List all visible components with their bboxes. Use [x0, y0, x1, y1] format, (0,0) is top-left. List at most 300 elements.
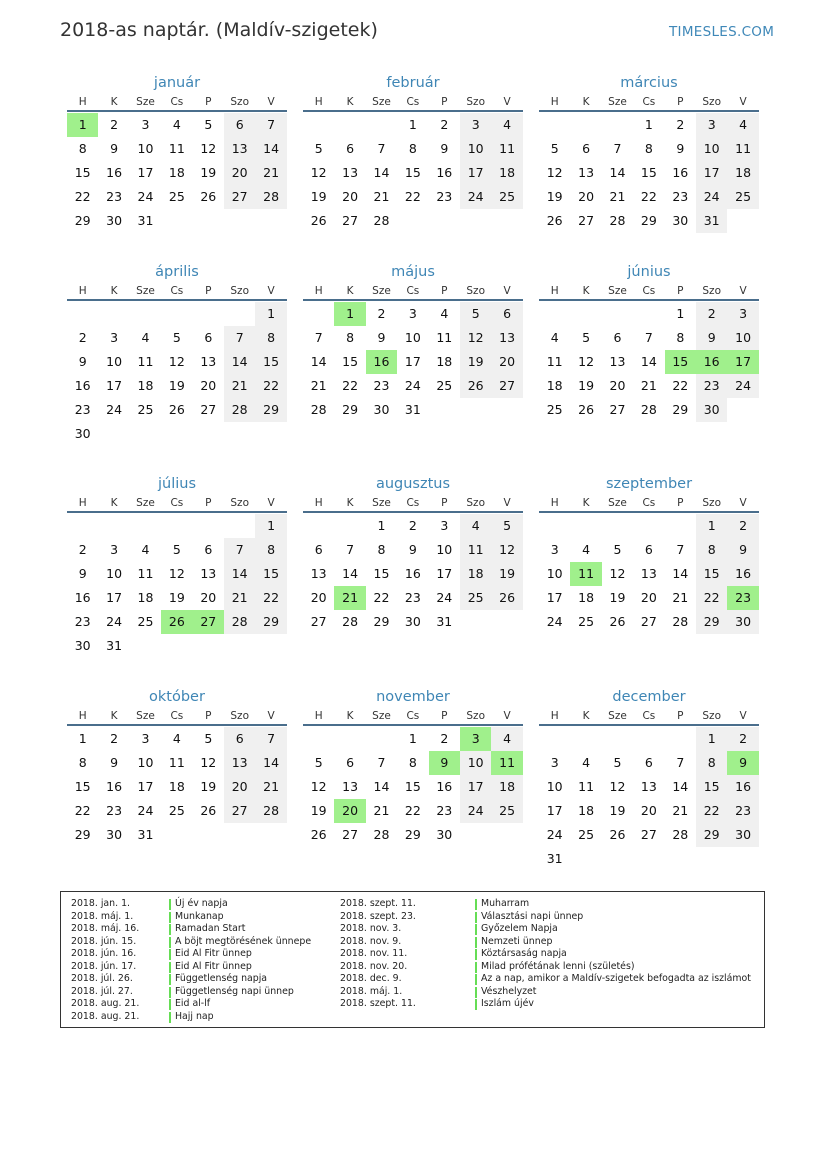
day-cell: 11	[168, 755, 185, 770]
day-cell: 20	[491, 350, 522, 374]
day-cell: 19	[200, 165, 217, 180]
weekday-label: H	[550, 497, 559, 509]
weekday-header	[303, 708, 523, 726]
day-cell: 8	[346, 330, 355, 345]
day-cell: 15	[74, 779, 91, 794]
weekday-label: Cs	[642, 96, 656, 108]
day-cell: 24	[404, 378, 421, 393]
legend-holiday-name: Választási napi ünnep	[481, 910, 584, 922]
day-cell: 11	[168, 141, 185, 156]
day-cell: 30	[74, 426, 91, 441]
day-cell: 28	[373, 827, 390, 842]
day-cell: 17	[436, 566, 453, 581]
day-cell: 2	[377, 306, 386, 321]
weekday-label: P	[441, 497, 448, 509]
day-cell: 29	[255, 398, 286, 422]
weekday-header	[67, 94, 287, 112]
day-cell: 22	[74, 189, 91, 204]
day-cell: 17	[546, 590, 563, 605]
day-cell: 9	[696, 326, 727, 350]
holiday-day-cell: 3	[460, 727, 491, 751]
day-cell: 28	[310, 402, 327, 417]
month-november	[303, 687, 523, 872]
day-cell: 9	[408, 542, 417, 557]
day-cell: 30	[436, 827, 453, 842]
weekday-label: V	[267, 710, 275, 722]
day-cell: 29	[255, 610, 286, 634]
day-cell: 12	[578, 354, 595, 369]
weekday-label: K	[346, 96, 354, 108]
legend-date: 2018. nov. 3.	[340, 923, 402, 934]
legend-color-marker	[169, 974, 171, 985]
weekday-label: P	[677, 285, 684, 297]
day-cell: 20	[640, 803, 657, 818]
day-cell: 20	[342, 189, 359, 204]
legend-color-marker	[169, 962, 171, 973]
month-name: augusztus	[375, 476, 451, 492]
weekday-header	[539, 94, 759, 112]
month-január	[67, 73, 287, 258]
day-cell: 1	[255, 514, 286, 538]
day-cell: 1	[377, 518, 386, 533]
month-szeptember	[539, 474, 759, 659]
month-name: június	[627, 264, 671, 280]
day-cell: 19	[168, 590, 185, 605]
weekday-label: H	[550, 710, 559, 722]
day-cell: 21	[310, 378, 327, 393]
legend-color-marker	[475, 962, 477, 973]
day-cell: 21	[224, 586, 255, 610]
day-cell: 14	[640, 354, 657, 369]
day-cell: 30	[727, 823, 758, 847]
day-cell: 28	[640, 402, 657, 417]
day-cell: 9	[377, 330, 386, 345]
day-cell: 15	[255, 562, 286, 586]
day-cell: 6	[644, 542, 653, 557]
legend-date: 2018. szept. 11.	[340, 898, 416, 909]
day-cell: 18	[578, 803, 595, 818]
day-cell: 29	[640, 213, 657, 228]
legend-color-marker	[475, 937, 477, 948]
day-cell: 4	[172, 731, 181, 746]
legend-date: 2018. dec. 9.	[340, 973, 402, 984]
day-cell: 12	[609, 779, 626, 794]
day-cell: 19	[168, 378, 185, 393]
legend-holiday-name: Iszlám újév	[481, 998, 534, 1009]
day-cell: 16	[672, 165, 689, 180]
day-cell: 25	[546, 402, 563, 417]
day-cell: 14	[373, 165, 390, 180]
legend-date: 2018. jún. 16.	[71, 948, 137, 959]
day-cell: 1	[644, 117, 653, 132]
day-cell: 5	[613, 755, 622, 770]
day-cell: 23	[672, 189, 689, 204]
day-cell: 26	[609, 827, 626, 842]
month-name: december	[612, 689, 686, 705]
legend-holiday-name: Munkanap	[175, 910, 224, 922]
weekday-label: Sze	[608, 710, 627, 722]
day-cell: 28	[373, 213, 390, 228]
day-cell: 24	[106, 614, 123, 629]
weekday-label: Cs	[642, 497, 656, 509]
weekday-label: Sze	[608, 285, 627, 297]
day-cell: 22	[696, 799, 727, 823]
day-cell: 19	[460, 350, 491, 374]
day-cell: 16	[106, 165, 123, 180]
legend-date: 2018. aug. 21.	[71, 998, 140, 1009]
day-cell: 13	[640, 779, 657, 794]
weekday-label: H	[550, 96, 559, 108]
day-cell: 9	[676, 141, 685, 156]
day-cell: 8	[408, 141, 417, 156]
day-cell: 7	[255, 113, 286, 137]
day-cell: 15	[373, 566, 390, 581]
day-cell: 10	[106, 354, 123, 369]
day-cell: 23	[436, 189, 453, 204]
day-cell: 2	[440, 117, 449, 132]
weekday-label: V	[503, 497, 511, 509]
day-cell: 24	[460, 799, 491, 823]
legend-date: 2018. máj. 1.	[340, 985, 403, 997]
month-name: március	[620, 75, 678, 91]
day-cell: 2	[676, 117, 685, 132]
day-cell: 13	[640, 566, 657, 581]
day-cell: 26	[609, 614, 626, 629]
day-cell: 6	[314, 542, 323, 557]
day-cell: 5	[582, 330, 591, 345]
day-cell: 3	[550, 542, 559, 557]
day-cell: 28	[224, 398, 255, 422]
day-cell: 12	[310, 165, 327, 180]
day-cell: 20	[200, 378, 217, 393]
brand-logo[interactable]: TIMESLES.COM	[669, 24, 775, 40]
day-cell: 8	[696, 538, 727, 562]
day-cell: 29	[74, 213, 91, 228]
day-cell: 9	[727, 538, 758, 562]
day-cell: 3	[110, 542, 119, 557]
weekday-label: Cs	[170, 497, 184, 509]
day-cell: 21	[224, 374, 255, 398]
day-cell: 19	[578, 378, 595, 393]
day-cell: 8	[255, 538, 286, 562]
day-cell: 22	[640, 189, 657, 204]
day-cell: 18	[491, 775, 522, 799]
weekday-header	[539, 495, 759, 513]
day-cell: 22	[672, 378, 689, 393]
day-cell: 30	[106, 827, 123, 842]
day-cell: 16	[436, 165, 453, 180]
weekday-label: K	[110, 96, 118, 108]
holiday-day-cell: 11	[491, 751, 522, 775]
weekday-label: K	[582, 497, 590, 509]
day-cell: 17	[696, 161, 727, 185]
day-cell: 6	[613, 330, 622, 345]
weekday-header	[67, 283, 287, 301]
day-cell: 2	[440, 731, 449, 746]
day-cell: 18	[168, 165, 185, 180]
day-cell: 20	[609, 378, 626, 393]
day-cell: 24	[460, 185, 491, 209]
legend-color-marker	[169, 937, 171, 948]
day-cell: 6	[582, 141, 591, 156]
day-cell: 11	[578, 779, 595, 794]
day-cell: 21	[609, 189, 626, 204]
day-cell: 30	[106, 213, 123, 228]
day-cell: 7	[676, 755, 685, 770]
day-cell: 1	[696, 514, 727, 538]
legend-holiday-name: Milad prófétának lenni (születés)	[481, 960, 635, 972]
weekday-label: V	[503, 710, 511, 722]
day-cell: 3	[727, 302, 758, 326]
weekday-label: P	[205, 710, 212, 722]
weekday-label: Szo	[230, 96, 249, 108]
day-cell: 18	[491, 161, 522, 185]
weekday-label: Cs	[170, 285, 184, 297]
legend-holiday-name: Függetlenség napi ünnep	[175, 985, 294, 997]
legend-color-marker	[169, 949, 171, 960]
weekday-label: P	[205, 96, 212, 108]
weekday-label: Szo	[230, 497, 249, 509]
day-cell: 14	[672, 779, 689, 794]
legend-holiday-name: Új év napja	[175, 898, 228, 909]
day-cell: 2	[727, 514, 758, 538]
day-cell: 13	[200, 354, 217, 369]
day-cell: 17	[460, 161, 491, 185]
day-cell: 25	[168, 803, 185, 818]
holiday-day-cell: 20	[334, 799, 365, 823]
day-cell: 5	[613, 542, 622, 557]
page-title: 2018-as naptár. (Maldív-szigetek)	[60, 19, 378, 41]
day-cell: 3	[550, 755, 559, 770]
weekday-label: Sze	[136, 96, 155, 108]
day-cell: 30	[696, 398, 727, 422]
day-cell: 25	[578, 614, 595, 629]
day-cell: 21	[672, 803, 689, 818]
day-cell: 12	[491, 538, 522, 562]
day-cell: 27	[200, 402, 217, 417]
day-cell: 30	[373, 402, 390, 417]
day-cell: 19	[609, 803, 626, 818]
day-cell: 10	[436, 542, 453, 557]
day-cell: 17	[106, 378, 123, 393]
month-name: február	[386, 75, 440, 91]
weekday-label: P	[677, 497, 684, 509]
weekday-label: Sze	[136, 710, 155, 722]
day-cell: 23	[74, 402, 91, 417]
holiday-day-cell: 9	[429, 751, 460, 775]
legend-date: 2018. máj. 1.	[71, 910, 134, 922]
weekday-label: P	[441, 96, 448, 108]
month-name: május	[391, 264, 435, 280]
day-cell: 14	[255, 137, 286, 161]
day-cell: 26	[168, 402, 185, 417]
day-cell: 13	[578, 165, 595, 180]
legend-color-marker	[475, 987, 477, 998]
day-cell: 31	[546, 851, 563, 866]
day-cell: 1	[408, 117, 417, 132]
day-cell: 14	[672, 566, 689, 581]
legend-holiday-name: Eid Al Fitr ünnep	[175, 948, 252, 959]
day-cell: 22	[404, 803, 421, 818]
day-cell: 2	[78, 542, 87, 557]
weekday-label: V	[503, 285, 511, 297]
day-cell: 22	[255, 374, 286, 398]
day-cell: 4	[550, 330, 559, 345]
day-cell: 25	[137, 402, 154, 417]
weekday-label: H	[78, 96, 87, 108]
legend-holiday-name: Nemzeti ünnep	[481, 935, 553, 947]
day-cell: 17	[460, 775, 491, 799]
day-cell: 30	[672, 213, 689, 228]
holiday-day-cell: 17	[727, 350, 758, 374]
weekday-label: Szo	[702, 96, 721, 108]
day-cell: 29	[696, 823, 727, 847]
day-cell: 5	[172, 542, 181, 557]
day-cell: 30	[727, 610, 758, 634]
day-cell: 2	[696, 302, 727, 326]
weekday-label: Sze	[372, 497, 391, 509]
day-cell: 27	[578, 213, 595, 228]
weekday-label: Sze	[136, 285, 155, 297]
weekday-label: H	[314, 285, 323, 297]
day-cell: 9	[110, 755, 119, 770]
legend-holiday-name: Ramadan Start	[175, 923, 246, 934]
day-cell: 6	[224, 727, 255, 751]
weekday-label: Cs	[170, 96, 184, 108]
day-cell: 17	[404, 354, 421, 369]
day-cell: 26	[200, 189, 217, 204]
day-cell: 12	[546, 165, 563, 180]
day-cell: 25	[137, 614, 154, 629]
legend-color-marker	[169, 1012, 171, 1023]
day-cell: 10	[404, 330, 421, 345]
day-cell: 13	[200, 566, 217, 581]
day-cell: 15	[342, 354, 359, 369]
day-cell: 2	[408, 518, 417, 533]
month-name: április	[155, 264, 199, 280]
legend-color-marker	[169, 912, 171, 923]
day-cell: 27	[491, 374, 522, 398]
day-cell: 5	[204, 731, 213, 746]
day-cell: 18	[137, 378, 154, 393]
day-cell: 23	[106, 803, 123, 818]
day-cell: 19	[609, 590, 626, 605]
weekday-label: Szo	[466, 497, 485, 509]
weekday-label: K	[582, 96, 590, 108]
day-cell: 28	[342, 614, 359, 629]
month-július	[67, 474, 287, 659]
day-cell: 12	[168, 354, 185, 369]
holiday-day-cell: 23	[727, 586, 758, 610]
day-cell: 31	[696, 209, 727, 233]
month-name: szeptember	[605, 476, 693, 492]
weekday-header	[67, 495, 287, 513]
weekday-label: Cs	[406, 710, 420, 722]
day-cell: 29	[696, 610, 727, 634]
day-cell: 8	[676, 330, 685, 345]
day-cell: 11	[137, 566, 154, 581]
day-cell: 5	[172, 330, 181, 345]
day-cell: 15	[404, 165, 421, 180]
day-cell: 18	[460, 562, 491, 586]
legend-holiday-name: Vészhelyzet	[481, 985, 537, 997]
legend-color-marker	[475, 924, 477, 935]
holiday-day-cell: 1	[67, 113, 98, 137]
weekday-label: K	[346, 710, 354, 722]
day-cell: 6	[644, 755, 653, 770]
weekday-label: H	[78, 710, 87, 722]
day-cell: 19	[310, 803, 327, 818]
day-cell: 6	[224, 113, 255, 137]
day-cell: 7	[346, 542, 355, 557]
day-cell: 28	[609, 213, 626, 228]
day-cell: 15	[696, 562, 727, 586]
month-június	[539, 262, 759, 447]
legend-date: 2018. nov. 9.	[340, 935, 402, 947]
weekday-label: H	[314, 497, 323, 509]
day-cell: 5	[491, 514, 522, 538]
day-cell: 27	[609, 402, 626, 417]
legend-date: 2018. jún. 17.	[71, 960, 137, 972]
day-cell: 20	[200, 590, 217, 605]
day-cell: 22	[255, 586, 286, 610]
weekday-label: Cs	[406, 96, 420, 108]
day-cell: 14	[310, 354, 327, 369]
day-cell: 29	[672, 402, 689, 417]
legend-date: 2018. jan. 1.	[71, 898, 131, 909]
day-cell: 14	[609, 165, 626, 180]
legend-date: 2018. nov. 20.	[340, 960, 408, 972]
day-cell: 4	[727, 113, 758, 137]
day-cell: 6	[204, 542, 213, 557]
day-cell: 23	[696, 374, 727, 398]
weekday-label: P	[441, 285, 448, 297]
weekday-label: V	[503, 96, 511, 108]
day-cell: 29	[342, 402, 359, 417]
weekday-label: H	[314, 710, 323, 722]
legend-color-marker	[169, 987, 171, 998]
day-cell: 12	[609, 566, 626, 581]
day-cell: 17	[546, 803, 563, 818]
day-cell: 27	[342, 827, 359, 842]
legend-holiday-name: Eid Al Fitr ünnep	[175, 960, 252, 972]
weekday-label: Sze	[608, 96, 627, 108]
day-cell: 2	[78, 330, 87, 345]
day-cell: 21	[373, 189, 390, 204]
day-cell: 23	[436, 803, 453, 818]
day-cell: 16	[74, 590, 91, 605]
holiday-day-cell: 11	[570, 562, 601, 586]
day-cell: 1	[78, 731, 87, 746]
day-cell: 23	[727, 799, 758, 823]
day-cell: 28	[255, 185, 286, 209]
day-cell: 27	[640, 827, 657, 842]
weekday-label: Sze	[136, 497, 155, 509]
day-cell: 7	[644, 330, 653, 345]
day-cell: 9	[110, 141, 119, 156]
weekday-label: H	[78, 285, 87, 297]
day-cell: 3	[141, 117, 150, 132]
day-cell: 13	[310, 566, 327, 581]
day-cell: 6	[204, 330, 213, 345]
legend-date: 2018. szept. 23.	[340, 910, 416, 922]
weekday-label: V	[739, 497, 747, 509]
weekday-label: K	[582, 710, 590, 722]
legend-date: 2018. júl. 26.	[71, 973, 133, 984]
day-cell: 8	[644, 141, 653, 156]
day-cell: 24	[727, 374, 758, 398]
day-cell: 17	[106, 590, 123, 605]
